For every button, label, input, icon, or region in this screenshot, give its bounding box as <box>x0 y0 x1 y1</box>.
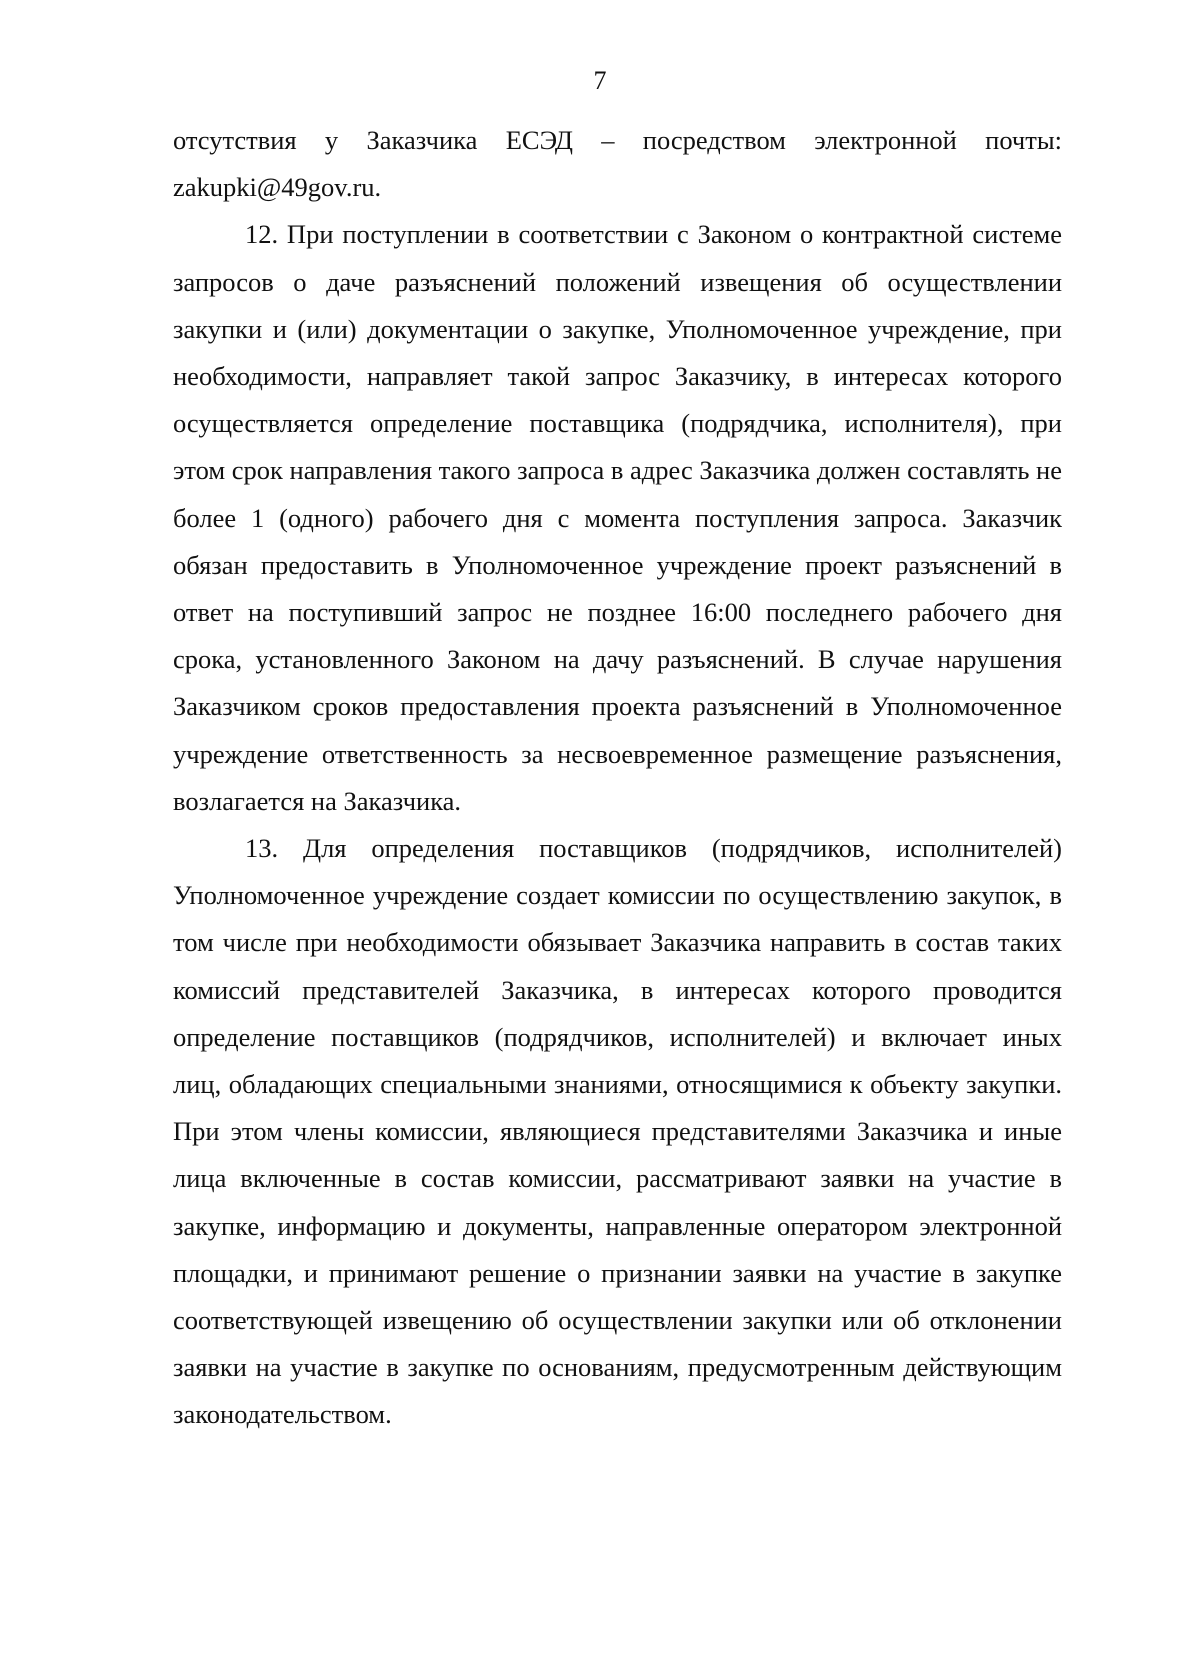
paragraph-continuation: отсутствия у Заказчика ЕСЭД – посредством электронной почты: zakupki@49gov.ru. <box>173 125 1062 203</box>
page-number: 7 <box>593 66 607 95</box>
document-body <box>173 117 1062 1439</box>
paragraph-13: 13. Для определения поставщиков (подрядчиков, исполнителей) Уполномоченное учреждение создает комиссии по осуществлению закупок, в том числе при необходимости обязывает Заказчика направить в состав таких комиссий представителей Заказчика, в интересах которого проводится определение поставщиков (подрядчиков, исполнителей) и включает иных лиц, обладающих специальными знаниями, относящимися к объекту закупки. При этом члены комиссии, являющиеся представителями Заказчика и иные лица включенные в состав комиссии, рассматривают заявки на участие в закупке, информацию и документы, направленные оператором электронной площадки, и принимают решение о признании заявки на участие в закупке соответствующей извещению об осуществлении закупки или об отклонении заявки на участие в закупке по основаниям, предусмотренным действующим законодательством. <box>173 833 1062 1430</box>
paragraph-12: 12. При поступлении в соответствии с Законом о контрактной системе запросов о даче разъяснений положений извещения об осуществлении закупки и (или) документации о закупке, Уполномоченное учреждение, при необходимости, направляет такой запрос Заказчику, в интересах которого осуществляется определение поставщика (подрядчика, исполнителя), при этом срок направления такого запроса в адрес Заказчика должен составлять не более 1 (одного) рабочего дня с момента поступления запроса. Заказчик обязан предоставить в Уполномоченное учреждение проект разъяснений в ответ на поступивший запрос не позднее 16:00 последнего рабочего дня срока, установленного Законом на дачу разъяснений. В случае нарушения Заказчиком сроков предоставления проекта разъяснений в Уполномоченное учреждение ответственность за несвоевременное размещение разъяснения, возлагается на Заказчика. <box>173 219 1062 816</box>
